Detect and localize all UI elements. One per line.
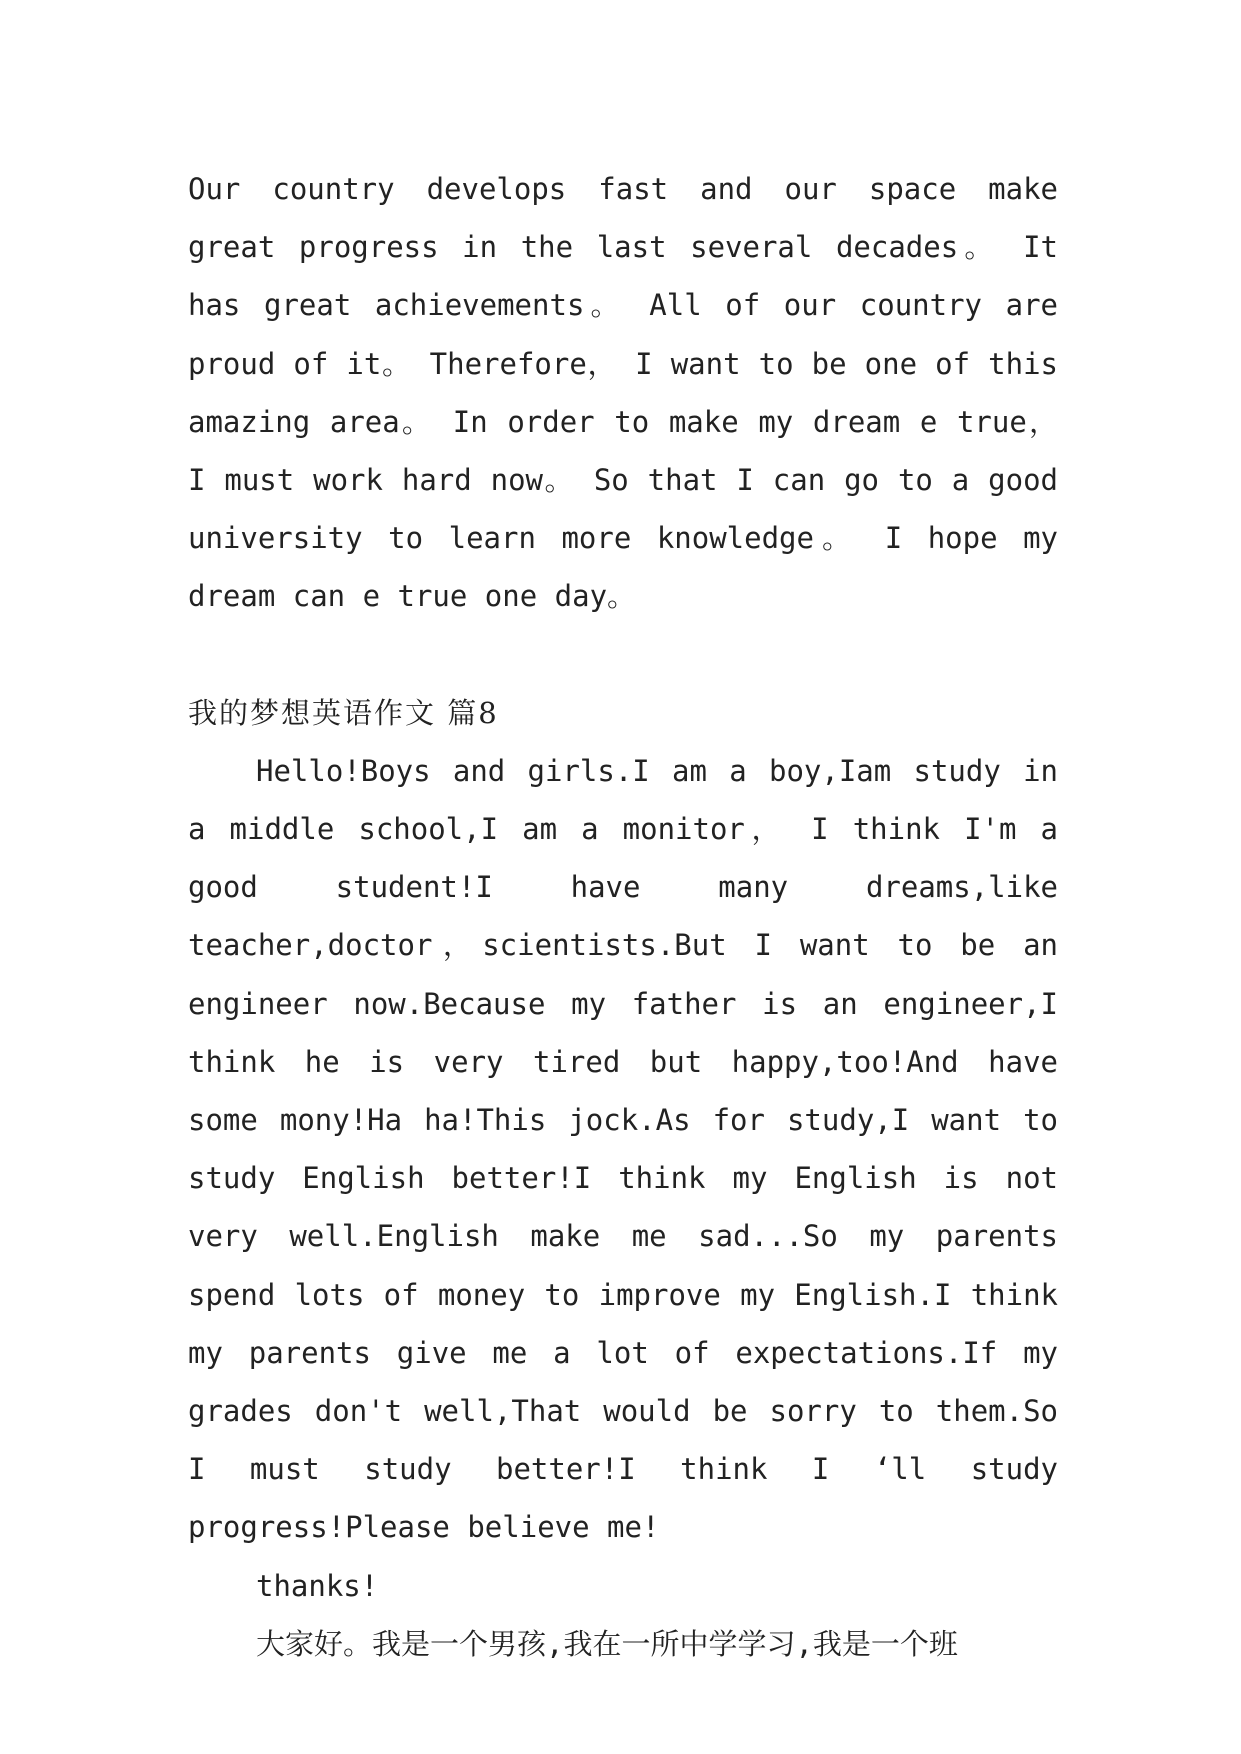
document-body [188, 160, 1058, 1673]
section-spacer [188, 626, 1058, 684]
essay-paragraph-1: Our country develops fast and our space make great progress in the last several decades。 It has great achievements。 All of our country are proud of it。 Therefore， I want to be one of this amazing area。 In order to make my dream e true， I must work hard now。 So that I can go to a good university to learn more knowledge。 I hope my dream can e true one day。 [188, 172, 1058, 614]
section-heading: 我的梦想英语作文 篇8 [188, 695, 499, 730]
essay-paragraph-2: Hello!Boys and girls.I am a boy,Iam study in a middle school,I am a monitor， I think I'm a good student!I have many dreams,like teacher,doctor，scientists.But I want to be an engineer now.Because my father is an engineer,I think he is very tired but happy,too!And have some mony!Ha ha!This jock.As for study,I want to study English better!I think my English is not very well.English make me sad...So my parents spend lots of money to improve my English.I think my parents give me a lot of expectations.If my grades don't well,That would be sorry to them.So I must study better!I think I ‘ll study progress!Please believe me! [188, 753, 1058, 1545]
essay-paragraph-3: thanks! [256, 1568, 379, 1603]
essay-paragraph-4: 大家好。我是一个男孩,我在一所中学学习,我是一个班 [256, 1626, 958, 1661]
